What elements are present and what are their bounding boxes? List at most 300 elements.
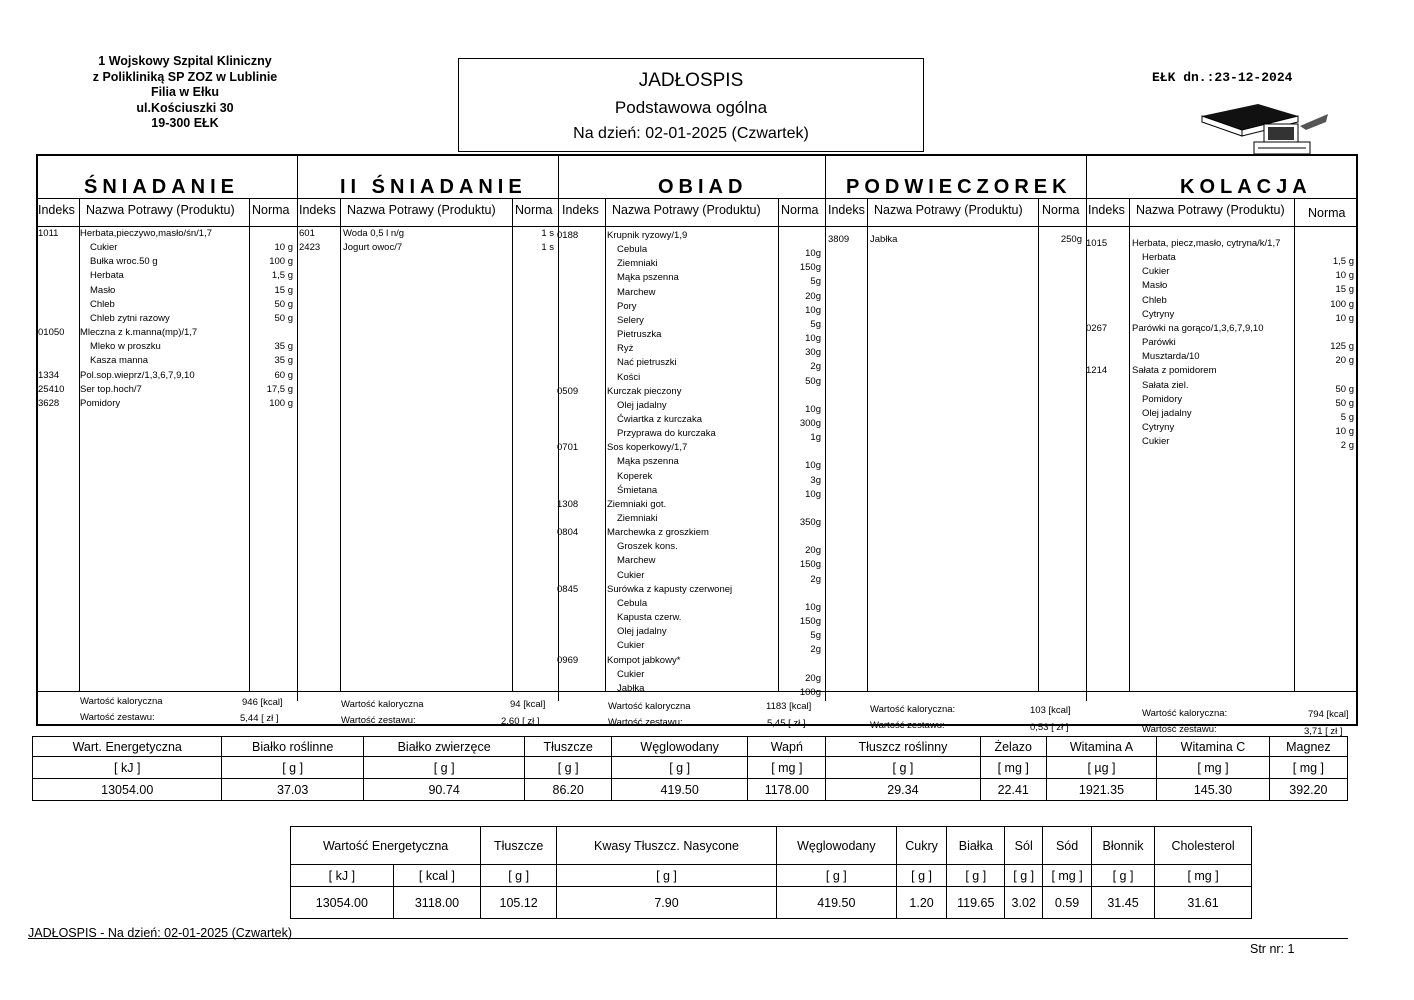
meal-title: KOLACJA xyxy=(1180,176,1312,198)
summary-unit-cell: [ g ] xyxy=(947,865,1005,887)
nutrient-unit-cell: [ mg ] xyxy=(1157,757,1270,779)
meal-row xyxy=(557,499,823,512)
row-norm: 10g xyxy=(805,460,821,472)
nutrient-unit-cell: [ g ] xyxy=(826,757,980,779)
kcal-label: Wartość kaloryczna xyxy=(80,696,163,707)
meal-row xyxy=(557,315,823,328)
row-product: Cukier xyxy=(617,640,645,652)
cost-value: 0,53 [ zł ] xyxy=(1030,722,1069,733)
summary-header-cell: Cholesterol xyxy=(1155,827,1252,865)
row-product: Marchewka z groszkiem xyxy=(607,527,709,539)
nutrient-header-cell: Witamina A xyxy=(1046,737,1156,757)
row-norm: 100 g xyxy=(269,397,293,409)
summary-header-cell: Sól xyxy=(1005,827,1043,865)
row-product: Pietruszka xyxy=(617,329,662,341)
row-norm: 150g xyxy=(799,262,821,274)
meal-row xyxy=(557,343,823,359)
diet-name: Podstawowa ogólna xyxy=(614,98,768,117)
row-index: 2423 xyxy=(299,242,321,254)
meal-title: ŚNIADANIE xyxy=(84,176,240,198)
row-product: Przyprawa do kurczaka xyxy=(617,428,716,440)
row-norm: 1,5 g xyxy=(271,270,293,282)
row-norm: 2g xyxy=(810,573,821,585)
meal-row xyxy=(557,471,823,484)
row-norm: 150g xyxy=(799,616,821,628)
row-product: Mleko w proszku xyxy=(90,341,161,353)
nutrient-header-cell: Żelazo xyxy=(980,737,1046,757)
row-product: Herbata xyxy=(90,270,124,282)
meal-row xyxy=(1086,408,1356,421)
summary-value-cell: 13054.00 xyxy=(291,887,394,919)
meal-row xyxy=(557,598,823,611)
kcal-label: Wartość kaloryczna xyxy=(341,699,424,710)
nutrient-header-cell: Wart. Energetyczna xyxy=(33,737,222,757)
nutrient-value-row xyxy=(33,779,1348,801)
meal-row xyxy=(1086,266,1356,282)
row-norm: 10 g xyxy=(1335,270,1354,282)
row-norm: 10g xyxy=(805,488,821,500)
nutrient-unit-cell: [ g ] xyxy=(611,757,748,779)
meal-row xyxy=(557,329,823,345)
summary-header-cell: Tłuszcze xyxy=(481,827,557,865)
row-norm: 50 g xyxy=(274,298,293,310)
meal-row xyxy=(38,398,295,411)
row-norm: 2g xyxy=(810,361,821,373)
row-product: Kapusta czerw. xyxy=(617,612,682,624)
nutrient-header-cell: Białko zwierzęce xyxy=(363,737,525,757)
page-number: Str nr: 1 xyxy=(1250,942,1295,956)
row-norm: 10g xyxy=(805,403,821,415)
title-box xyxy=(458,58,924,152)
kcal-value: 103 [kcal] xyxy=(1030,705,1071,716)
row-index: 3628 xyxy=(38,397,60,409)
row-norm: 100 g xyxy=(269,256,293,268)
row-norm: 1g xyxy=(810,432,821,444)
col-name: Nazwa Potrawy (Produktu) xyxy=(612,203,761,217)
col-norm: Norma xyxy=(252,203,290,217)
row-product: Olej jadalny xyxy=(1142,407,1192,419)
nutrient-header-cell: Wapń xyxy=(748,737,826,757)
nutrition-table-summary xyxy=(290,826,1252,919)
nutrient-value-cell: 1921.35 xyxy=(1046,779,1156,801)
row-index: 0701 xyxy=(557,442,579,454)
nutrient-value-cell: 86.20 xyxy=(525,779,611,801)
nutrient-unit-cell: [ mg ] xyxy=(980,757,1046,779)
row-product: Mąka pszenna xyxy=(617,272,679,284)
nutrient-unit-cell: [ mg ] xyxy=(1269,757,1347,779)
row-index: 601 xyxy=(299,228,315,239)
summary-unit-cell: [ mg ] xyxy=(1043,865,1092,887)
row-norm: 20g xyxy=(805,672,821,684)
cost-value: 5,45 [ zł ] xyxy=(767,718,806,729)
row-norm: 2g xyxy=(810,644,821,656)
row-product: Cytryny xyxy=(1142,421,1175,433)
row-index: 0969 xyxy=(557,654,579,666)
row-product: Herbata xyxy=(1142,252,1176,264)
meal-row xyxy=(1086,365,1356,378)
summary-unit-cell: [ kJ ] xyxy=(291,865,394,887)
row-norm: 250g xyxy=(1060,234,1082,245)
meal-row xyxy=(557,357,823,373)
col-index: Indeks xyxy=(562,203,599,217)
kcal-value: 794 [kcal] xyxy=(1308,709,1349,720)
summary-unit-cell: [ mg ] xyxy=(1155,865,1252,887)
meals-table xyxy=(36,154,1358,737)
meal-row xyxy=(557,400,823,413)
summary-value-cell: 1.20 xyxy=(896,887,947,919)
meal-row xyxy=(1086,394,1356,407)
summary-header-cell: Sód xyxy=(1043,827,1092,865)
row-product: Musztarda/10 xyxy=(1142,351,1200,363)
row-product: Jogurt owoc/7 xyxy=(343,242,403,254)
row-norm: 20g xyxy=(805,290,821,302)
summary-value-cell: 31.45 xyxy=(1091,887,1154,919)
nutrient-header-cell: Tłuszcze xyxy=(525,737,611,757)
row-norm: 20g xyxy=(805,545,821,557)
summary-unit-cell: [ g ] xyxy=(776,865,896,887)
meal-row xyxy=(557,414,823,427)
row-index: 3809 xyxy=(828,234,850,245)
hospital-address xyxy=(60,54,310,132)
row-product: Chleb xyxy=(1142,294,1167,306)
col-index: Indeks xyxy=(1088,203,1125,217)
summary-header-cell: Węglowodany xyxy=(776,827,896,865)
meal-row xyxy=(1086,436,1356,452)
row-product: Cytryny xyxy=(1142,308,1175,320)
row-product: Jabłka xyxy=(617,682,645,694)
row-product: Sałata ziel. xyxy=(1142,379,1189,391)
meal-row xyxy=(38,341,295,354)
row-norm: 17,5 g xyxy=(266,383,293,395)
row-product: Chleb zytni razowy xyxy=(90,312,170,324)
meal-row xyxy=(557,541,823,557)
meal-row xyxy=(557,244,823,260)
meal-row xyxy=(38,270,295,283)
meal-row xyxy=(38,355,295,368)
row-product: Cukier xyxy=(1142,436,1170,448)
cost-value: 3,71 [ zł ] xyxy=(1304,726,1343,737)
row-norm: 1 s xyxy=(541,228,554,239)
row-norm: 10 g xyxy=(274,242,293,254)
meal-row xyxy=(1086,238,1356,251)
row-product: Sos koperkowy/1,7 xyxy=(607,442,688,454)
col-name: Nazwa Potrawy (Produktu) xyxy=(347,203,496,217)
nutrient-value-cell: 29.34 xyxy=(826,779,980,801)
summary-unit-cell: [ g ] xyxy=(1005,865,1043,887)
row-norm: 10g xyxy=(805,304,821,316)
row-index: 1015 xyxy=(1086,238,1108,249)
summary-header-cell: Kwasy Tłuszcz. Nasycone xyxy=(557,827,777,865)
row-product: Kasza manna xyxy=(90,355,149,367)
nutrient-value-cell: 1178.00 xyxy=(748,779,826,801)
row-index: 1214 xyxy=(1086,365,1108,377)
row-product: Woda 0,5 l n/g xyxy=(343,228,405,239)
nutrient-header-cell: Białko roślinne xyxy=(222,737,363,757)
meal-row xyxy=(557,287,823,300)
row-product: Ziemniaki xyxy=(617,258,658,270)
meal-row xyxy=(1086,422,1356,435)
row-norm: 20 g xyxy=(1335,355,1354,367)
hospital-line: 19-300 EŁK xyxy=(151,116,219,131)
summary-value-cell: 119.65 xyxy=(947,887,1005,919)
row-product: Parówki xyxy=(1142,337,1176,349)
col-index: Indeks xyxy=(299,203,336,217)
hospital-line: 1 Wojskowy Szpital Kliniczny xyxy=(98,54,272,68)
nutrient-header-cell: Magnez xyxy=(1269,737,1347,757)
meal-row xyxy=(557,640,823,656)
summary-header-row xyxy=(291,827,1252,865)
meal-row xyxy=(1086,351,1356,367)
row-norm: 100g xyxy=(799,686,821,698)
nutrient-header-cell: Tłuszcz roślinny xyxy=(826,737,980,757)
nutrient-unit-cell: [ g ] xyxy=(525,757,611,779)
row-norm: 50 g xyxy=(1335,383,1354,395)
row-product: Bułka wroc.50 g xyxy=(90,256,158,268)
nutrition-table-daily xyxy=(32,736,1348,801)
row-product: Cukier xyxy=(617,569,645,581)
row-norm: 100 g xyxy=(1330,298,1354,310)
meal-row xyxy=(1086,280,1356,296)
row-product: Marchew xyxy=(617,286,656,298)
summary-value-cell: 31.61 xyxy=(1155,887,1252,919)
row-norm: 5g xyxy=(810,318,821,330)
row-norm: 15 g xyxy=(1335,284,1354,296)
meal-row xyxy=(557,272,823,288)
row-product: Ćwiartka z kurczaka xyxy=(617,413,702,425)
meal-row xyxy=(557,372,823,385)
row-norm: 5g xyxy=(810,276,821,288)
meal-row xyxy=(557,428,823,444)
meal-row xyxy=(557,386,823,399)
row-index: 1308 xyxy=(557,498,579,510)
row-index: 01050 xyxy=(38,327,65,339)
row-index: 0804 xyxy=(557,527,579,539)
row-product: Pomidory xyxy=(1142,393,1183,405)
meal-row xyxy=(557,513,823,526)
meal-row xyxy=(38,242,295,255)
meal-row xyxy=(557,669,823,682)
nutrient-unit-row xyxy=(33,757,1348,779)
nutrient-value-cell: 392.20 xyxy=(1269,779,1347,801)
row-product: Cukier xyxy=(90,242,118,254)
meal-row xyxy=(557,301,823,314)
row-norm: 50 g xyxy=(1335,397,1354,409)
row-norm: 5g xyxy=(810,630,821,642)
row-product: Chleb xyxy=(90,298,115,310)
row-norm: 10 g xyxy=(1335,425,1354,437)
cost-label: Wartość zestawu: xyxy=(80,712,155,723)
row-norm: 35 g xyxy=(274,355,293,367)
col-norm: Norma xyxy=(1042,203,1080,217)
row-product: Jabłka xyxy=(870,234,898,245)
summary-value-row xyxy=(291,887,1252,919)
row-product: Ziemniaki xyxy=(617,513,658,524)
row-index: 1011 xyxy=(38,228,59,239)
row-index: 0845 xyxy=(557,583,579,595)
row-product: Cebula xyxy=(617,244,648,256)
row-norm: 60 g xyxy=(274,369,293,381)
meal-row xyxy=(557,230,823,243)
row-norm: 10g xyxy=(805,248,821,260)
cost-label: Wartość zestawu: xyxy=(1142,724,1217,735)
col-name: Nazwa Potrawy (Produktu) xyxy=(874,203,1023,217)
meal-row xyxy=(557,485,823,498)
row-product: Selery xyxy=(617,314,644,326)
row-norm: 50 g xyxy=(274,312,293,324)
summary-header-cell: Błonnik xyxy=(1091,827,1154,865)
row-product: Masło xyxy=(90,284,116,296)
meal-row xyxy=(1086,380,1356,393)
meal-row xyxy=(557,626,823,642)
meal-row xyxy=(38,370,295,383)
summary-header-cell: Białka xyxy=(947,827,1005,865)
row-product: Nać pietruszki xyxy=(617,357,677,369)
summary-value-cell: 0.59 xyxy=(1043,887,1092,919)
meal-row xyxy=(38,256,295,269)
cost-value: 5,44 [ zł ] xyxy=(240,713,279,724)
cost-label: Wartość zestawu: xyxy=(608,717,683,728)
issue-date: EŁK dn.:23-12-2024 xyxy=(1152,70,1293,85)
meal-title: OBIAD xyxy=(658,176,748,198)
row-norm: 30g xyxy=(805,347,821,359)
summary-value-cell: 419.50 xyxy=(776,887,896,919)
nutrient-unit-cell: [ g ] xyxy=(222,757,363,779)
hospital-line: Filia w Ełku xyxy=(150,85,220,100)
meal-row xyxy=(557,456,823,472)
meal-title: II ŚNIADANIE xyxy=(340,176,527,198)
meal-row xyxy=(557,527,823,540)
row-product: Kości xyxy=(617,371,641,383)
cost-label: Wartość zestawu: xyxy=(870,720,945,731)
row-norm: 50g xyxy=(805,375,821,387)
cost-label: Wartość zestawu: xyxy=(341,715,416,726)
row-index: 0509 xyxy=(557,385,579,397)
cost-value: 2,60 [ zł ] xyxy=(501,716,540,727)
summary-unit-cell: [ g ] xyxy=(1091,865,1154,887)
kcal-value: 946 [kcal] xyxy=(242,697,283,708)
kcal-label: Wartość kaloryczna: xyxy=(1142,708,1228,719)
row-product: Pomidory xyxy=(80,397,121,409)
meal-row xyxy=(828,234,1084,247)
meal-row xyxy=(299,228,556,241)
row-product: Sałata z pomidorem xyxy=(1132,365,1217,377)
row-index: 0188 xyxy=(557,230,579,241)
summary-unit-row xyxy=(291,865,1252,887)
meal-row xyxy=(38,313,295,326)
summary-header-cell: Cukry xyxy=(896,827,947,865)
row-product: Marchew xyxy=(617,555,656,567)
row-norm: 1,5 g xyxy=(1332,256,1354,268)
meal-row xyxy=(1086,252,1356,268)
summary-value-cell: 105.12 xyxy=(481,887,557,919)
nutrient-value-cell: 22.41 xyxy=(980,779,1046,801)
meal-row xyxy=(557,612,823,628)
row-product: Śmietana xyxy=(617,484,658,496)
meal-row xyxy=(557,258,823,274)
book-computer-icon xyxy=(1198,96,1338,158)
meal-row xyxy=(557,584,823,597)
row-product: Cebula xyxy=(617,597,648,609)
row-norm: 10g xyxy=(805,333,821,345)
nutrient-header-cell: Witamina C xyxy=(1157,737,1270,757)
row-product: Ziemniaki got. xyxy=(607,498,667,510)
col-index: Indeks xyxy=(828,203,865,217)
row-norm: 350g xyxy=(799,517,821,528)
hospital-line: ul.Kościuszki 30 xyxy=(136,100,234,115)
row-product: Cukier xyxy=(617,668,645,680)
row-product: Pol.sop.wieprz/1,3,6,7,9,10 xyxy=(80,369,195,381)
row-index: 0267 xyxy=(1086,322,1108,334)
col-norm: Norma xyxy=(515,203,553,217)
energy-header: Wartość Energetyczna xyxy=(291,827,481,865)
col-index: Indeks xyxy=(38,203,75,217)
summary-unit-cell: [ g ] xyxy=(896,865,947,887)
row-product: Groszek kons. xyxy=(617,541,678,553)
row-norm: 150g xyxy=(799,559,821,571)
meal-row xyxy=(557,442,823,455)
summary-unit-cell: [ g ] xyxy=(557,865,777,887)
row-product: Surówka z kapusty czerwonej xyxy=(607,583,733,595)
row-product: Kurczak pieczony xyxy=(607,385,682,397)
kcal-label: Wartość kaloryczna xyxy=(608,701,691,712)
nutrient-unit-cell: [ kJ ] xyxy=(33,757,222,779)
nutrient-value-cell: 13054.00 xyxy=(33,779,222,801)
row-norm: 2 g xyxy=(1340,440,1354,452)
meal-row xyxy=(38,384,295,397)
row-product: Olej jadalny xyxy=(617,626,667,638)
row-norm: 1 s xyxy=(541,242,554,254)
col-name: Nazwa Potrawy (Produktu) xyxy=(1136,203,1285,217)
row-product: Pory xyxy=(617,300,637,312)
meal-row xyxy=(38,299,295,312)
meal-row xyxy=(299,242,556,255)
nutrient-header-row xyxy=(33,737,1348,757)
summary-unit-cell: [ g ] xyxy=(481,865,557,887)
row-norm: 5 g xyxy=(1340,411,1354,423)
row-product: Mąka pszenna xyxy=(617,456,679,468)
row-product: Koperek xyxy=(617,470,653,482)
row-product: Herbata,pieczywo,masło/śn/1,7 xyxy=(80,228,213,239)
row-product: Mleczna z k.manna(mp)/1,7 xyxy=(80,327,198,339)
row-norm: 10 g xyxy=(1335,312,1354,324)
row-norm: 10g xyxy=(805,601,821,613)
nutrient-header-cell: Węglowodany xyxy=(611,737,748,757)
meal-title: PODWIECZOREK xyxy=(846,176,1072,198)
row-product: Kompot jabkowy* xyxy=(607,654,681,666)
row-product: Ser top.hoch/7 xyxy=(80,383,142,395)
meal-row xyxy=(557,555,823,571)
row-norm: 15 g xyxy=(274,284,293,296)
meal-row xyxy=(1086,295,1356,308)
summary-value-cell: 3.02 xyxy=(1005,887,1043,919)
row-product: Parówki na gorąco/1,3,6,7,9,10 xyxy=(1132,322,1264,334)
col-norm: Norma xyxy=(1308,206,1346,220)
row-product: Krupnik ryzowy/1,9 xyxy=(607,230,688,241)
kcal-value: 94 [kcal] xyxy=(510,699,546,710)
footer-text: JADŁOSPIS - Na dzień: 02-01-2025 (Czwartek) xyxy=(28,926,292,940)
col-norm: Norma xyxy=(781,203,819,217)
nutrient-unit-cell: [ mg ] xyxy=(748,757,826,779)
meal-row xyxy=(1086,323,1356,336)
nutrient-value-cell: 419.50 xyxy=(611,779,748,801)
summary-unit-cell: [ kcal ] xyxy=(393,865,481,887)
nutrient-unit-cell: [ g ] xyxy=(363,757,525,779)
meal-row xyxy=(1086,309,1356,322)
meal-row xyxy=(38,285,295,298)
row-product: Ryż xyxy=(617,343,634,355)
kcal-value: 1183 [kcal] xyxy=(766,701,812,712)
row-product: Masło xyxy=(1142,280,1168,292)
